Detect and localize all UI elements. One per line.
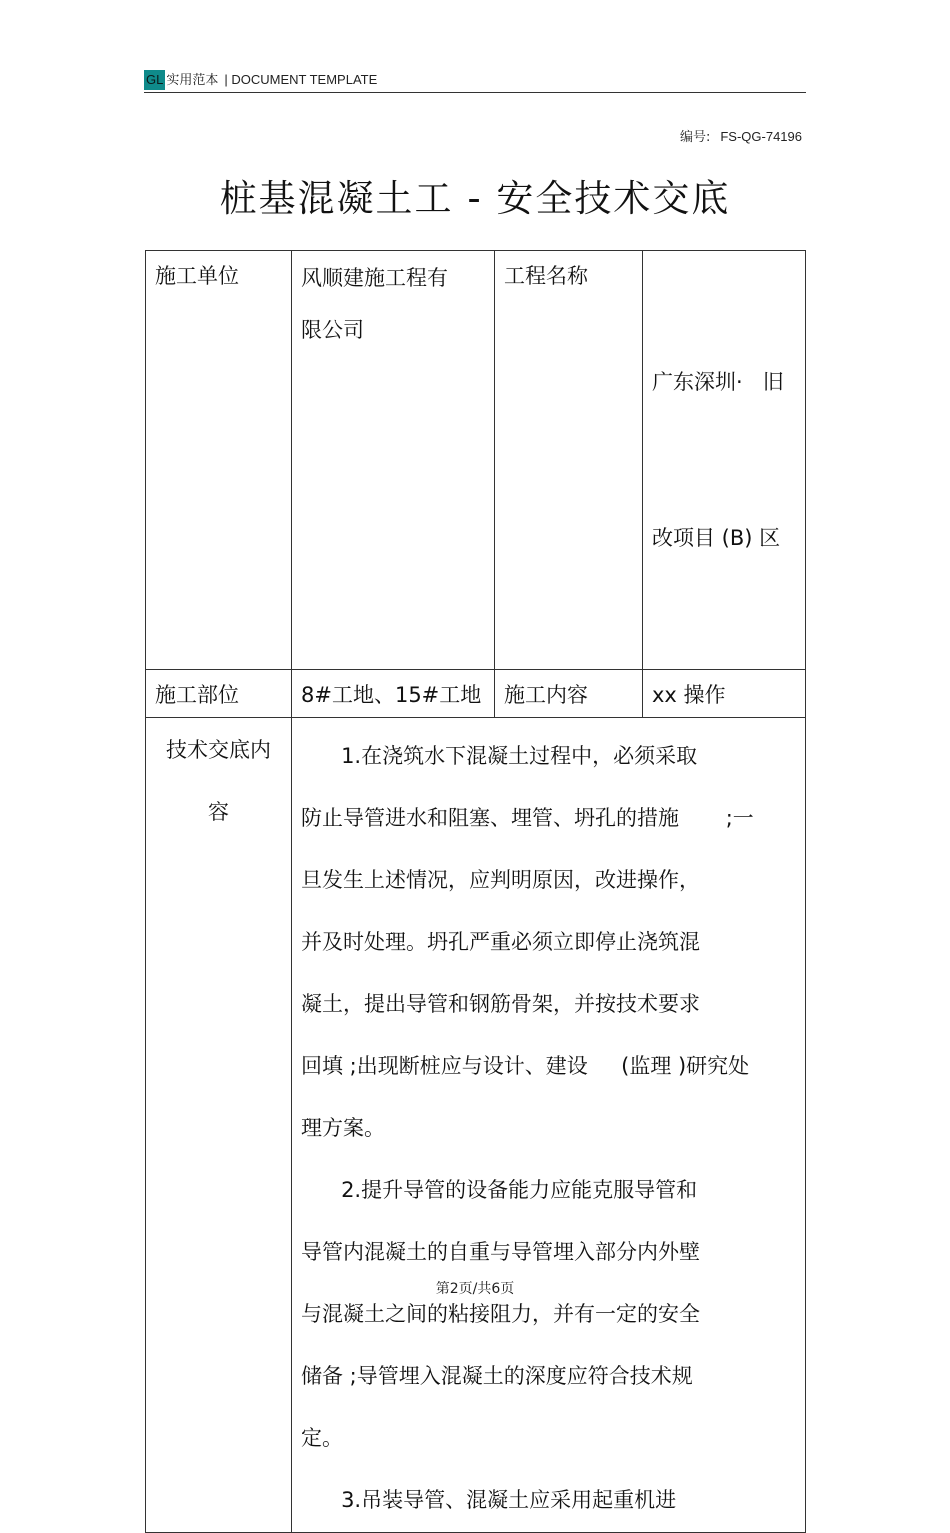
document-number-label: 编号: xyxy=(679,130,711,145)
page-title: 桩基混凝土工 - 安全技术交底 xyxy=(219,177,731,220)
content-body-cell xyxy=(292,718,806,1533)
content-type-value: xx 操作 xyxy=(652,683,726,707)
page-header xyxy=(144,70,806,93)
content-line: 旦发生上述情况，应判明原因，改进操作， xyxy=(301,868,700,892)
brand-logo: GL xyxy=(144,70,165,90)
content-line: 与混凝土之间的粘接阻力，并有一定的安全 xyxy=(301,1302,700,1326)
content-type-value-cell xyxy=(643,670,806,718)
project-value-cell xyxy=(643,251,806,670)
unit-label-cell xyxy=(146,251,292,670)
site-value: 8#工地、15#工地 xyxy=(301,683,482,707)
unit-value-cell xyxy=(292,251,495,670)
unit-value-line2: 限公司 xyxy=(301,318,364,342)
table-row xyxy=(146,718,806,1533)
site-label-cell xyxy=(146,670,292,718)
content-line: 储备 ;导管埋入混凝土的深度应符合技术规 xyxy=(301,1364,693,1388)
content-line: 3.吊装导管、混凝土应采用起重机进 xyxy=(301,1488,677,1512)
disclosure-table xyxy=(145,250,806,1533)
brand-name: 实用范本 xyxy=(166,73,219,88)
unit-label: 施工单位 xyxy=(155,264,239,288)
content-body xyxy=(293,719,804,1531)
table-row xyxy=(146,251,806,670)
content-line: 并及时处理。坍孔严重必须立即停止浇筑混 xyxy=(301,930,700,954)
content-line: 凝土，提出导管和钢筋骨架，并按技术要求 xyxy=(301,992,700,1016)
table-row xyxy=(146,670,806,718)
site-value-cell xyxy=(292,670,495,718)
content-line: 导管内混凝土的自重与导管埋入部分内外壁 xyxy=(301,1240,700,1264)
site-label: 施工部位 xyxy=(155,683,239,707)
content-label-line1: 技术交底内 xyxy=(166,738,271,762)
unit-value-line1: 风顺建施工程有 xyxy=(301,266,448,290)
content-line: 2.提升导管的设备能力应能克服导管和 xyxy=(301,1178,698,1202)
page-footer: 第2页/共6页 xyxy=(435,1281,515,1297)
template-label: | DOCUMENT TEMPLATE xyxy=(224,72,378,87)
document-number-code: FS-QG-74196 xyxy=(720,129,802,144)
content-line: 1.在浇筑水下混凝土过程中，必须采取 xyxy=(301,744,698,768)
content-label-cell xyxy=(146,718,292,1533)
content-type-label-cell xyxy=(495,670,643,718)
content-line: 回填 ;出现断桩应与设计、建设 (监理 )研究处 xyxy=(301,1054,750,1078)
project-value-line2: 改项目 (B) 区 xyxy=(652,526,781,550)
content-line: 理方案。 xyxy=(301,1116,385,1140)
project-label-cell xyxy=(495,251,643,670)
project-label: 工程名称 xyxy=(504,264,588,288)
content-line: 防止导管进水和阻塞、埋管、坍孔的措施 ;一 xyxy=(301,806,754,830)
document-number xyxy=(680,126,802,145)
content-type-label: 施工内容 xyxy=(504,683,588,707)
content-label-line2: 容 xyxy=(208,800,229,824)
content-line: 定。 xyxy=(301,1426,343,1450)
project-value-line1: 广东深圳· 旧 xyxy=(652,370,784,394)
